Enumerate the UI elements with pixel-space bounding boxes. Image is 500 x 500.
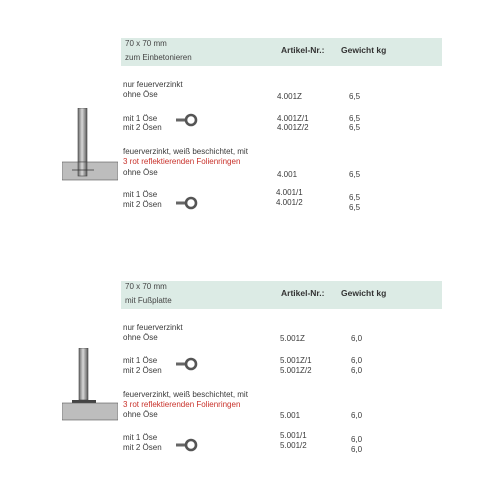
group2-eye2-label: mit 2 Ösen <box>123 443 162 452</box>
group2-desc-line1: feuerverzinkt, weiß beschichtet, mit <box>123 147 248 156</box>
group2-desc-line2: 3 rot reflektierenden Folienringen <box>123 400 241 409</box>
weight-value: 6,0 <box>351 411 363 420</box>
weight-value: 6,5 <box>349 170 361 179</box>
group2-desc-line1: feuerverzinkt, weiß beschichtet, mit <box>123 390 248 399</box>
article-number: 5.001/1 <box>280 431 307 440</box>
article-number: 5.001/2 <box>280 441 307 450</box>
weight-value: 6,0 <box>351 435 363 444</box>
weight-value: 6,0 <box>351 334 363 343</box>
article-number: 5.001Z/1 <box>280 356 312 365</box>
group1-eye2-label: mit 2 Ösen <box>123 366 162 375</box>
article-number: 4.001Z/2 <box>277 123 309 132</box>
base-plate-post-icon <box>62 348 118 422</box>
group2-desc-line3: ohne Öse <box>123 410 158 419</box>
weight-value: 6,0 <box>351 356 363 365</box>
weight-value: 6,5 <box>349 203 361 212</box>
eyebolt-icon <box>176 438 198 452</box>
group2-eye1-label: mit 1 Öse <box>123 433 158 442</box>
weight-value: 6,5 <box>349 114 361 123</box>
header-mounting: mit Fußplatte <box>125 296 172 305</box>
group2-desc-line3: ohne Öse <box>123 168 158 177</box>
article-number: 4.001/1 <box>276 188 303 197</box>
weight-value: 6,5 <box>349 92 361 101</box>
weight-value: 6,0 <box>351 366 363 375</box>
weight-value: 6,0 <box>351 445 363 454</box>
section-header <box>121 38 442 66</box>
article-number: 5.001Z/2 <box>280 366 312 375</box>
article-number: 4.001Z <box>277 92 302 101</box>
group1-desc-line1: nur feuerverzinkt <box>123 323 183 332</box>
concrete-post-icon <box>62 108 118 182</box>
group1-eye2-label: mit 2 Ösen <box>123 123 162 132</box>
group1-eye1-label: mit 1 Öse <box>123 114 158 123</box>
weight-value: 6,5 <box>349 193 361 202</box>
eyebolt-icon <box>176 113 198 127</box>
article-number: 4.001Z/1 <box>277 114 309 123</box>
header-weight-column: Gewicht kg <box>341 45 387 55</box>
header-size: 70 x 70 mm <box>125 39 167 48</box>
eyebolt-icon <box>176 196 198 210</box>
group2-eye2-label: mit 2 Ösen <box>123 200 162 209</box>
eyebolt-icon <box>176 357 198 371</box>
article-number: 5.001Z <box>280 334 305 343</box>
section-header <box>121 281 442 309</box>
header-mounting: zum Einbetonieren <box>125 53 192 62</box>
group1-eye1-label: mit 1 Öse <box>123 356 158 365</box>
group2-eye1-label: mit 1 Öse <box>123 190 158 199</box>
header-article-column: Artikel-Nr.: <box>281 45 325 55</box>
group1-desc-line2: ohne Öse <box>123 333 158 342</box>
group1-desc-line2: ohne Öse <box>123 90 158 99</box>
header-weight-column: Gewicht kg <box>341 288 387 298</box>
header-article-column: Artikel-Nr.: <box>281 288 325 298</box>
group2-desc-line2: 3 rot reflektierenden Folienringen <box>123 157 241 166</box>
header-size: 70 x 70 mm <box>125 282 167 291</box>
article-number: 5.001 <box>280 411 301 420</box>
weight-value: 6,5 <box>349 123 361 132</box>
group1-desc-line1: nur feuerverzinkt <box>123 80 183 89</box>
article-number: 4.001/2 <box>276 198 303 207</box>
article-number: 4.001 <box>277 170 298 179</box>
